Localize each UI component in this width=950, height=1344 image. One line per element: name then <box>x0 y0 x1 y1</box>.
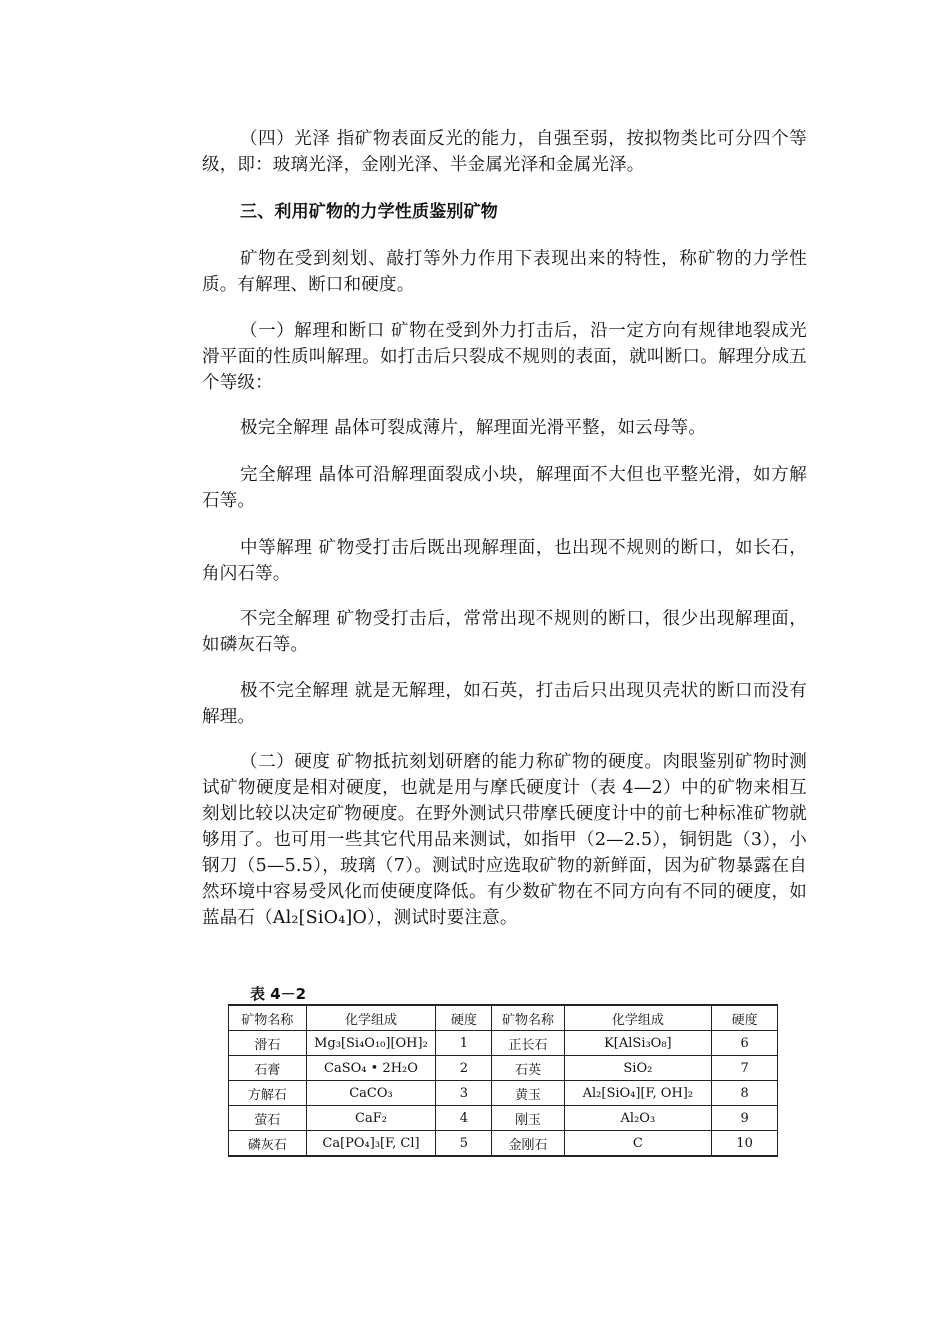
mineral-name-cell: 刚玉 <box>492 1106 564 1131</box>
hardness-cell: 7 <box>712 1056 778 1081</box>
table-row <box>229 1081 778 1106</box>
formula-cell: CaCO₃ <box>306 1081 436 1106</box>
formula-cell: Mg₃[Si₄O₁₀][OH]₂ <box>306 1031 436 1056</box>
header-hardness: 硬度 <box>712 1005 778 1031</box>
hardness-cell: 8 <box>712 1081 778 1106</box>
mineral-name-cell: 石膏 <box>229 1056 307 1081</box>
header-hardness: 硬度 <box>436 1005 492 1031</box>
formula-cell: CaF₂ <box>306 1106 436 1131</box>
paragraph-perfect-cleavage: 极完全解理 晶体可裂成薄片，解理面光滑平整，如云母等。 <box>240 418 706 438</box>
table-row <box>229 1056 778 1081</box>
formula-cell: Ca[PO₄]₃[F, Cl] <box>306 1131 436 1157</box>
table-row <box>229 1106 778 1131</box>
mineral-name-cell: 正长石 <box>492 1031 564 1056</box>
hardness-cell: 3 <box>436 1081 492 1106</box>
paragraph-hardness: （二）硬度 矿物抵抗刻划研磨的能力称矿物的硬度。肉眼鉴别矿物时测试矿物硬度是相对硬度，也就是用与摩氏硬度计（表 4—2）中的矿物来相互刻划比较以决定矿物硬度。在野外测试只带摩氏硬度计中的前七种标准矿物就够用了。也可用一些其它代用品来测试，如指甲（2—2.5），铜钥匙（3），小钢刀（5—5.5），玻璃（7）。测试时应选取矿物的新鲜面，因为矿物暴露在自然环境中容易受风化而使硬度降低。有少数矿物在不同方向有不同的硬度，如蓝晶石（Al₂[SiO₄]O），测试时要注意。 <box>202 752 807 928</box>
hardness-cell: 2 <box>436 1056 492 1081</box>
mineral-name-cell: 方解石 <box>229 1081 307 1106</box>
hardness-cell: 6 <box>712 1031 778 1056</box>
mineral-name-cell: 萤石 <box>229 1106 307 1131</box>
formula-cell: Al₂O₃ <box>564 1106 712 1131</box>
header-chemical-composition: 化学组成 <box>306 1005 436 1031</box>
hardness-cell: 1 <box>436 1031 492 1056</box>
mineral-name-cell: 黄玉 <box>492 1081 564 1106</box>
hardness-cell: 4 <box>436 1106 492 1131</box>
paragraph-mechanical-properties: 矿物在受到刻划、敲打等外力作用下表现出来的特性，称矿物的力学性质。有解理、断口和硬度。 <box>202 249 807 295</box>
paragraph-cleavage-fracture: （一）解理和断口 矿物在受到外力打击后，沿一定方向有规律地裂成光滑平面的性质叫解理。如打击后只裂成不规则的表面，就叫断口。解理分成五个等级： <box>202 321 807 393</box>
table-row <box>229 1031 778 1056</box>
hardness-cell: 5 <box>436 1131 492 1157</box>
paragraph-complete-cleavage: 完全解理 晶体可沿解理面裂成小块，解理面不大但也平整光滑，如方解石等。 <box>202 465 807 511</box>
formula-cell: SiO₂ <box>564 1056 712 1081</box>
formula-cell: Al₂[SiO₄][F, OH]₂ <box>564 1081 712 1106</box>
header-mineral-name: 矿物名称 <box>492 1005 564 1031</box>
table-caption: 表 4－2 <box>250 985 307 1003</box>
paragraph-imperfect-cleavage: 不完全解理 矿物受打击后，常常出现不规则的断口，很少出现解理面，如磷灰石等。 <box>202 609 807 655</box>
table-header-row <box>229 1005 778 1031</box>
mohs-hardness-table <box>228 1004 778 1157</box>
mineral-name-cell: 金刚石 <box>492 1131 564 1157</box>
hardness-cell: 10 <box>712 1131 778 1157</box>
formula-cell: K[AlSi₃O₈] <box>564 1031 712 1056</box>
formula-cell: C <box>564 1131 712 1157</box>
header-chemical-composition: 化学组成 <box>564 1005 712 1031</box>
paragraph-no-cleavage: 极不完全解理 就是无解理，如石英，打击后只出现贝壳状的断口而没有解理。 <box>202 681 807 727</box>
mineral-name-cell: 磷灰石 <box>229 1131 307 1157</box>
section-heading: 三、利用矿物的力学性质鉴别矿物 <box>240 202 498 222</box>
mineral-name-cell: 滑石 <box>229 1031 307 1056</box>
table-row <box>229 1131 778 1157</box>
paragraph-luster: （四）光泽 指矿物表面反光的能力，自强至弱，按拟物类比可分四个等级，即：玻璃光泽，金刚光泽、半金属光泽和金属光泽。 <box>202 129 807 175</box>
paragraph-medium-cleavage: 中等解理 矿物受打击后既出现解理面，也出现不规则的断口，如长石，角闪石等。 <box>202 538 807 584</box>
mineral-name-cell: 石英 <box>492 1056 564 1081</box>
hardness-cell: 9 <box>712 1106 778 1131</box>
header-mineral-name: 矿物名称 <box>229 1005 307 1031</box>
formula-cell: CaSO₄ • 2H₂O <box>306 1056 436 1081</box>
